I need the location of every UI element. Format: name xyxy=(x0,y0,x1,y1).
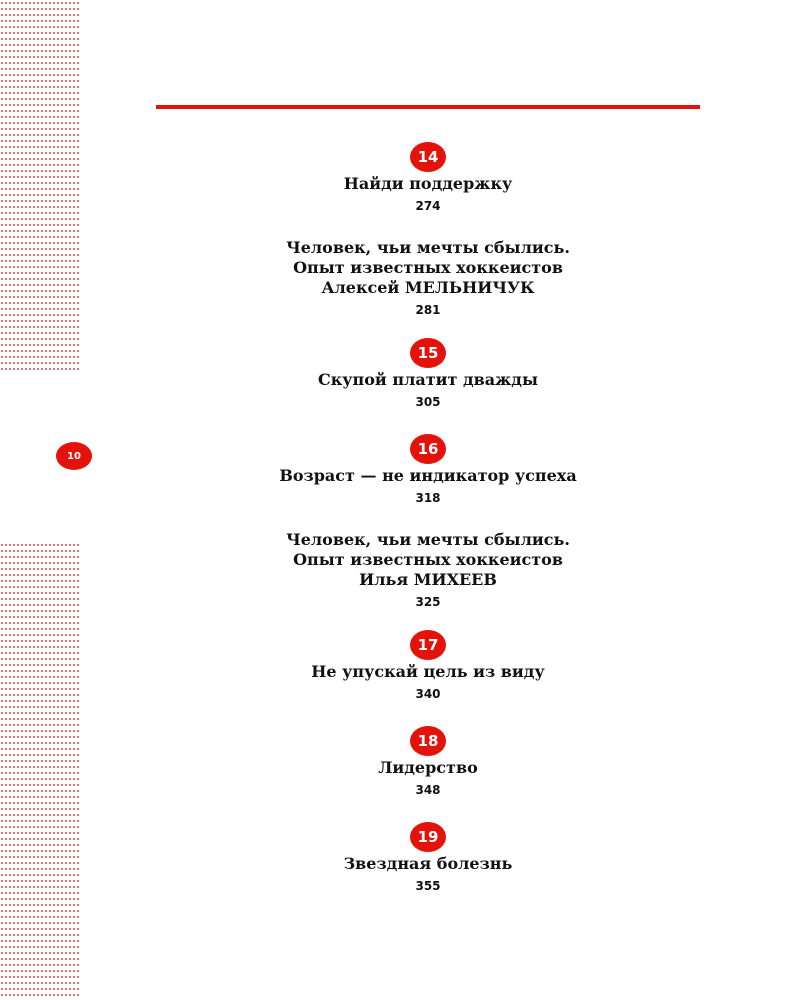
toc-entry-interview-melnichuk[interactable] xyxy=(156,238,700,318)
chapter-number-badge: 19 xyxy=(410,822,446,852)
section-title-line: Опыт известных хоккеистов xyxy=(293,550,563,569)
chapter-title: Звездная болезнь xyxy=(343,854,513,873)
toc-entry-interview-mikheev[interactable] xyxy=(156,530,700,610)
page-ref: 340 xyxy=(415,687,441,701)
chapter-title: Не упускай цель из виду xyxy=(311,662,545,681)
section-title-line: Человек, чьи мечты сбылись. xyxy=(286,530,570,549)
section-title-line: Человек, чьи мечты сбылись. xyxy=(286,238,570,257)
chapter-title: Скупой платит дважды xyxy=(318,370,538,389)
page-ref: 318 xyxy=(415,491,441,505)
toc-entry-chapter-17[interactable] xyxy=(156,630,700,702)
toc-entry-chapter-19[interactable] xyxy=(156,822,700,894)
chapter-title: Лидерство xyxy=(378,758,478,777)
toc-entry-chapter-16[interactable] xyxy=(156,434,700,506)
chapter-number-badge: 16 xyxy=(410,434,446,464)
chapter-number-badge: 14 xyxy=(410,142,446,172)
section-title-line: Алексей МЕЛЬНИЧУК xyxy=(321,278,535,297)
toc-entry-chapter-18[interactable] xyxy=(156,726,700,798)
dotted-pattern-top xyxy=(0,0,80,370)
page-ref: 274 xyxy=(415,199,441,213)
chapter-number-badge: 18 xyxy=(410,726,446,756)
section-title-line: Илья МИХЕЕВ xyxy=(359,570,497,589)
chapter-number-badge: 17 xyxy=(410,630,446,660)
page-ref: 305 xyxy=(415,395,441,409)
toc-entry-chapter-14[interactable] xyxy=(156,142,700,214)
page-ref: 325 xyxy=(415,595,441,609)
page-ref: 348 xyxy=(415,783,441,797)
page-ref: 281 xyxy=(415,303,441,317)
page-ref: 355 xyxy=(415,879,441,893)
chapter-title: Найди поддержку xyxy=(343,174,513,193)
section-title-line: Опыт известных хоккеистов xyxy=(293,258,563,277)
dotted-pattern-bottom xyxy=(0,542,80,1000)
table-of-contents xyxy=(156,142,700,918)
chapter-number-badge: 15 xyxy=(410,338,446,368)
chapter-title: Возраст — не индикатор успеха xyxy=(279,466,577,485)
toc-entry-chapter-15[interactable] xyxy=(156,338,700,410)
header-rule xyxy=(156,105,700,109)
page-number-badge: 10 xyxy=(56,442,92,470)
